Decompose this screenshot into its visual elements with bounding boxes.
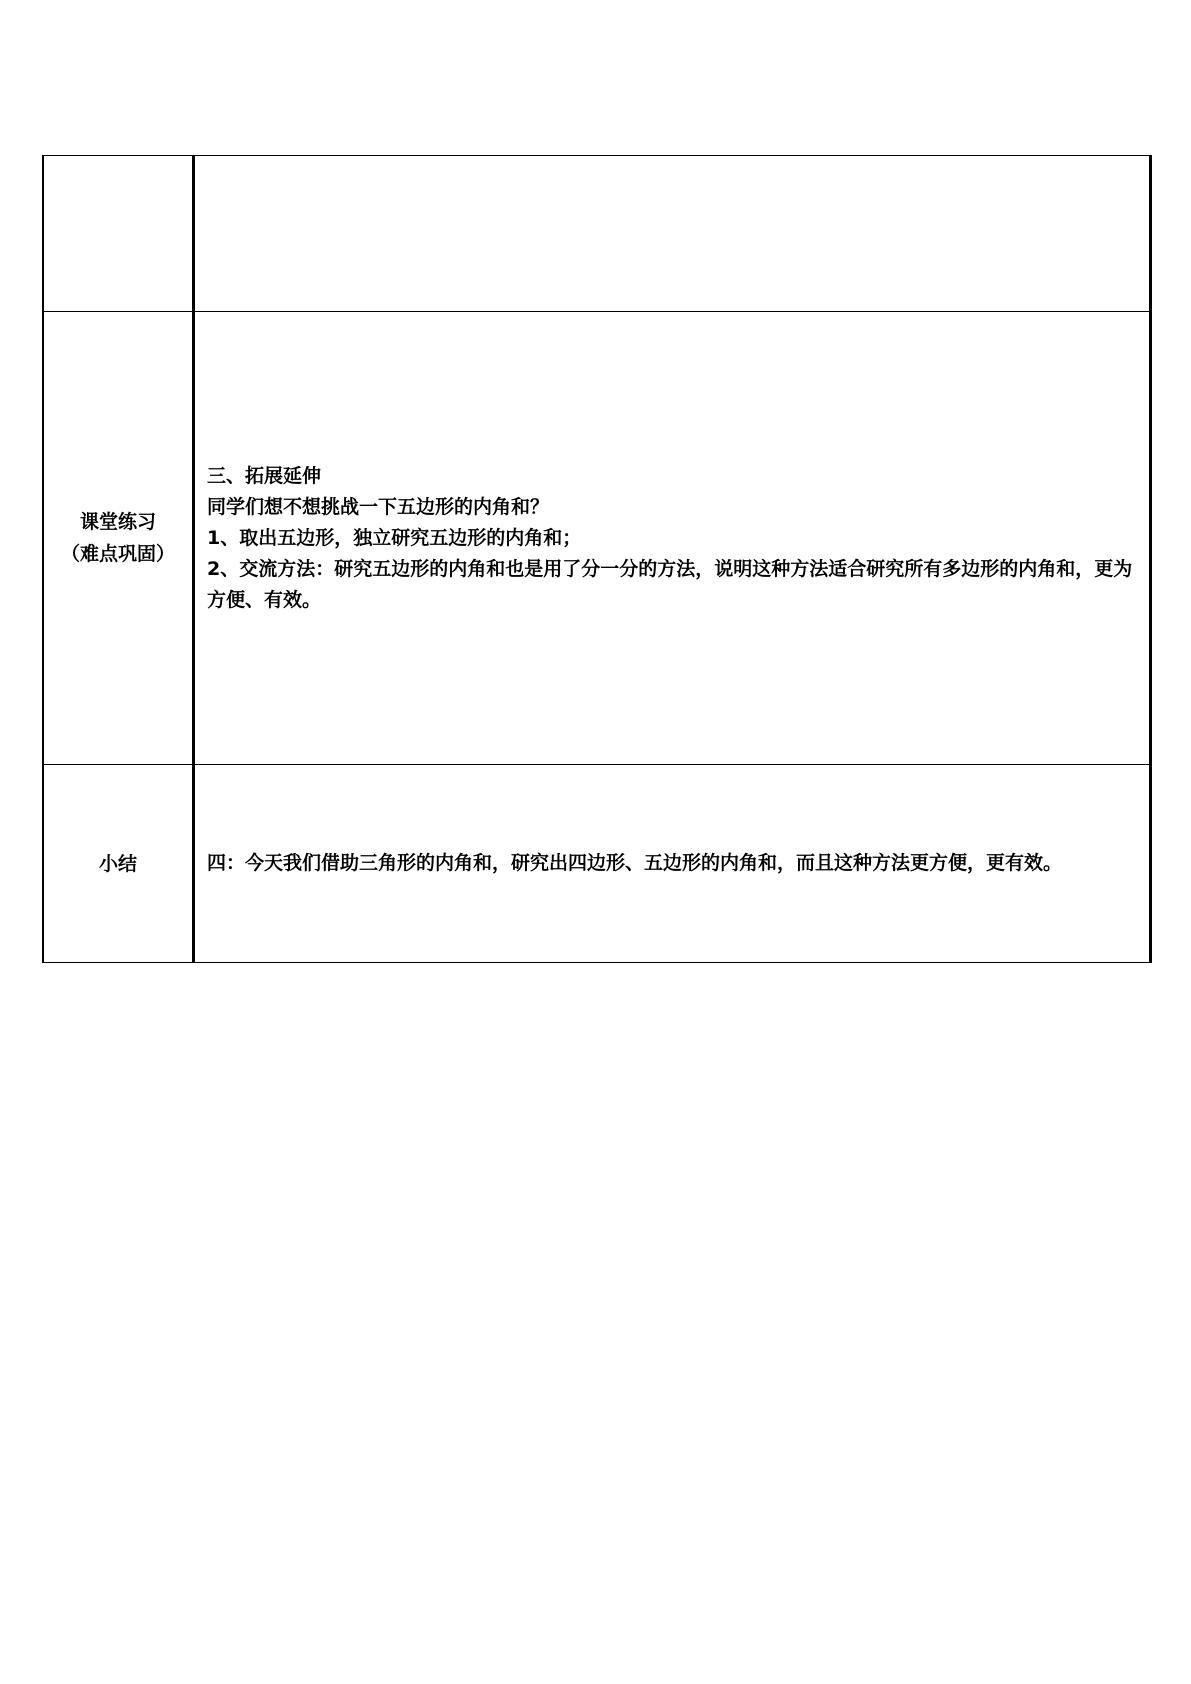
table-row: [43, 156, 1151, 312]
row-label-line: （难点巩固）: [60, 543, 175, 565]
table-row: [43, 312, 1151, 765]
row-content-cell: [194, 312, 1151, 765]
content-line: 同学们想不想挑战一下五边形的内角和？: [207, 495, 550, 518]
row-label-line: 课堂练习: [79, 511, 156, 533]
content-line: 2、交流方法：研究五边形的内角和也是用了分一分的方法，说明这种方法适合研究所有多边形的内角和，更为方便、有效。: [207, 557, 1133, 611]
row-label-cell: [43, 156, 194, 312]
lesson-plan-table: [42, 155, 1152, 963]
table-row: [43, 765, 1151, 963]
section-heading: 三、拓展延伸: [207, 464, 322, 487]
summary-text: 四：今天我们借助三角形的内角和，研究出四边形、五边形的内角和，而且这种方法更方便，更有效。: [207, 852, 1063, 874]
row-label-cell: [43, 765, 194, 963]
row-content-cell: [194, 156, 1151, 312]
row-label-line: 小结: [98, 852, 137, 875]
row-content-cell: [194, 765, 1151, 963]
row-label-cell: [43, 312, 194, 765]
content-line: 1、取出五边形，独立研究五边形的内角和；: [207, 526, 582, 549]
